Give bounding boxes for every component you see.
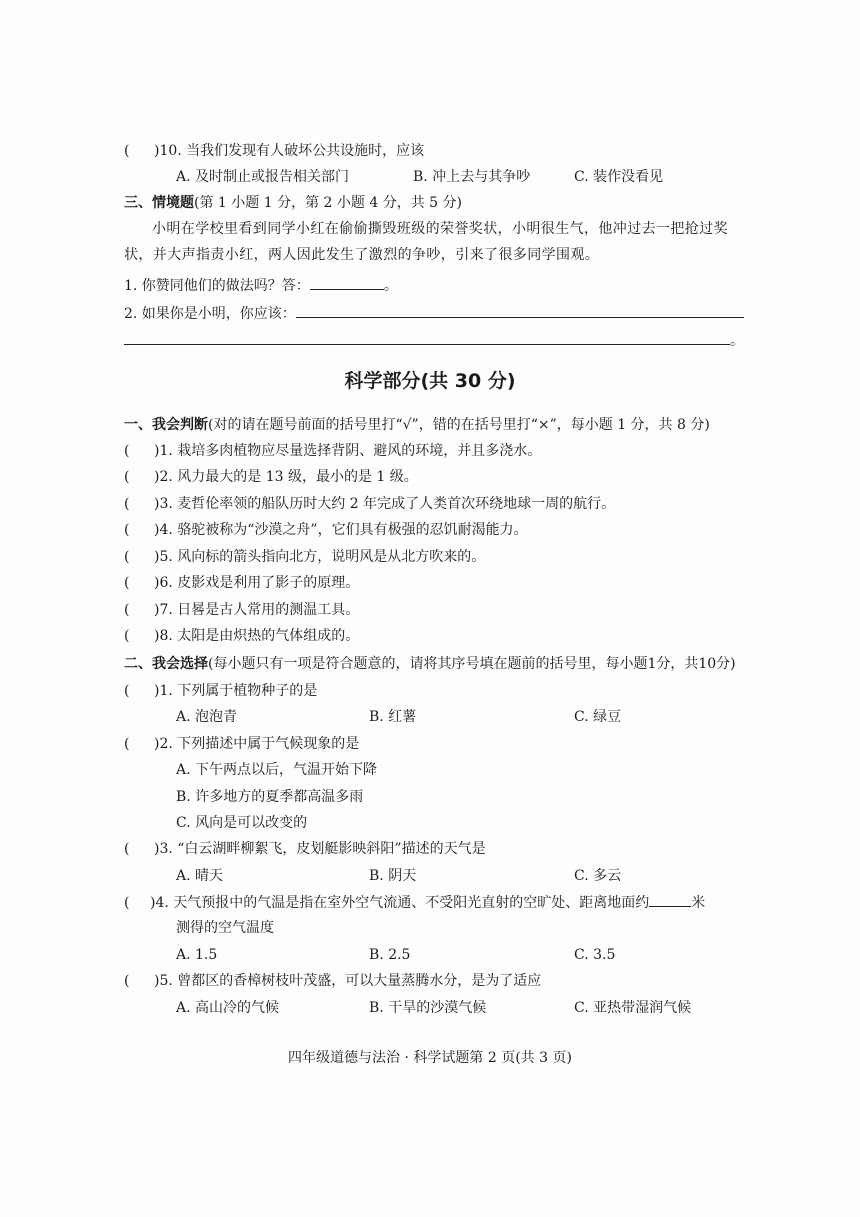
option-b: B. 许多地方的夏季都高温多雨 [176, 789, 364, 805]
choose-q2: ( )2. 下列描述中属于气候现象的是 [124, 736, 360, 752]
option-c: C. 绿豆 [574, 709, 622, 725]
choose-q3: ( )3. “白云湖畔柳絮飞，皮划艇影映斜阳”描述的天气是 [124, 841, 486, 857]
section-heading: 二、我会选择 [124, 656, 208, 672]
answer-blank [296, 303, 744, 318]
option-a: A. 高山冷的气候 [176, 1000, 280, 1016]
judge-item-6: ( )6. 皮影戏是利用了影子的原理。 [124, 575, 360, 591]
answer-blank [649, 892, 691, 907]
choose-q1: ( )1. 下列属于植物种子的是 [124, 683, 318, 699]
judge-item-4: ( )4. 骆驼被称为“沙漠之舟”，它们具有极强的忍饥耐渴能力。 [124, 522, 528, 538]
option-c: C. 风向是可以改变的 [176, 815, 308, 831]
answer-blank [310, 275, 384, 290]
option-a: A. 下午两点以后，气温开始下降 [176, 762, 378, 778]
choose-q4: ( )4. 天气预报中的气温是指在室外空气流通、不受阳光直射的空旷处、距离地面约 米 [124, 892, 705, 913]
question-continuation: 测得的空气温度 [176, 920, 274, 936]
judge-item-2: ( )2. 风力最大的是 13 级，最小的是 1 级。 [124, 469, 418, 485]
option-c: C. 多云 [574, 868, 622, 884]
judge-item-7: ( )7. 日晷是古人常用的测温工具。 [124, 602, 360, 618]
answer-blank [124, 330, 730, 345]
judge-item-3: ( )3. 麦哲伦率领的船队历时大约 2 年完成了人类首次环绕地球一周的航行。 [124, 496, 616, 512]
judge-section-header [124, 415, 710, 435]
option-b: B. 红薯 [369, 709, 417, 725]
judge-item-5: ( )5. 风向标的箭头指向北方，说明风是从北方吹来的。 [124, 549, 486, 565]
section-note: (对的请在题号前面的括号里打“√”，错的在括号里打“×”，每小题 1 分，共 8 分) [208, 417, 710, 433]
scenario-q2-line2: 。 [124, 330, 744, 351]
option-a: A. 晴天 [176, 868, 224, 884]
science-section-title: 科学部分(共 30 分) [344, 370, 516, 392]
option-c: C. 装作没看见 [574, 169, 664, 185]
section-note: (每小题只有一项是符合题意的，请将其序号填在题前的括号里，每小题1分，共10分) [208, 656, 736, 672]
section-3-header [124, 193, 462, 213]
option-a: A. 1.5 [176, 947, 218, 963]
choose-section-header [124, 654, 736, 674]
judge-item-8: ( )8. 太阳是由炽热的气体组成的。 [124, 628, 360, 644]
section-note: (第 1 小题 1 分，第 2 小题 4 分，共 5 分) [194, 195, 462, 211]
question-stem: )10. 当我们发现有人破坏公共设施时，应该 [154, 143, 425, 159]
section-heading: 一、我会判断 [124, 417, 208, 433]
option-b: B. 冲上去与其争吵 [413, 169, 531, 185]
scenario-q1: 1. 你赞同他们的做法吗？答： 。 [124, 275, 398, 296]
option-c: C. 亚热带湿润气候 [574, 1000, 692, 1016]
judge-item-1: ( )1. 栽培多肉植物应尽量选择背阴、避风的环境，并且多浇水。 [124, 443, 542, 459]
scenario-paragraph: 小明在学校里看到同学小红在偷偷撕毁班级的荣誉奖状，小明很生气，他冲过去一把抢过奖状，并大声指责小红，两人因此发生了激烈的争吵，引来了很多同学围观。 [124, 221, 728, 263]
page-footer: 四年级道德与法治 · 科学试题第 2 页(共 3 页) [288, 1050, 572, 1066]
option-a: A. 及时制止或报告相关部门 [176, 169, 350, 185]
option-b: B. 阴天 [369, 868, 417, 884]
answer-paren: ( [124, 143, 130, 159]
question-10 [124, 141, 424, 161]
option-b: B. 2.5 [369, 947, 411, 963]
option-c: C. 3.5 [574, 947, 616, 963]
choose-q5: ( )5. 曾都区的香樟树枝叶茂盛，可以大量蒸腾水分，是为了适应 [124, 973, 542, 989]
option-a: A. 泡泡青 [176, 709, 238, 725]
option-b: B. 干旱的沙漠气候 [369, 1000, 487, 1016]
section-heading: 三、情境题 [124, 195, 194, 211]
scenario-q2: 2. 如果你是小明，你应该： [124, 303, 744, 324]
